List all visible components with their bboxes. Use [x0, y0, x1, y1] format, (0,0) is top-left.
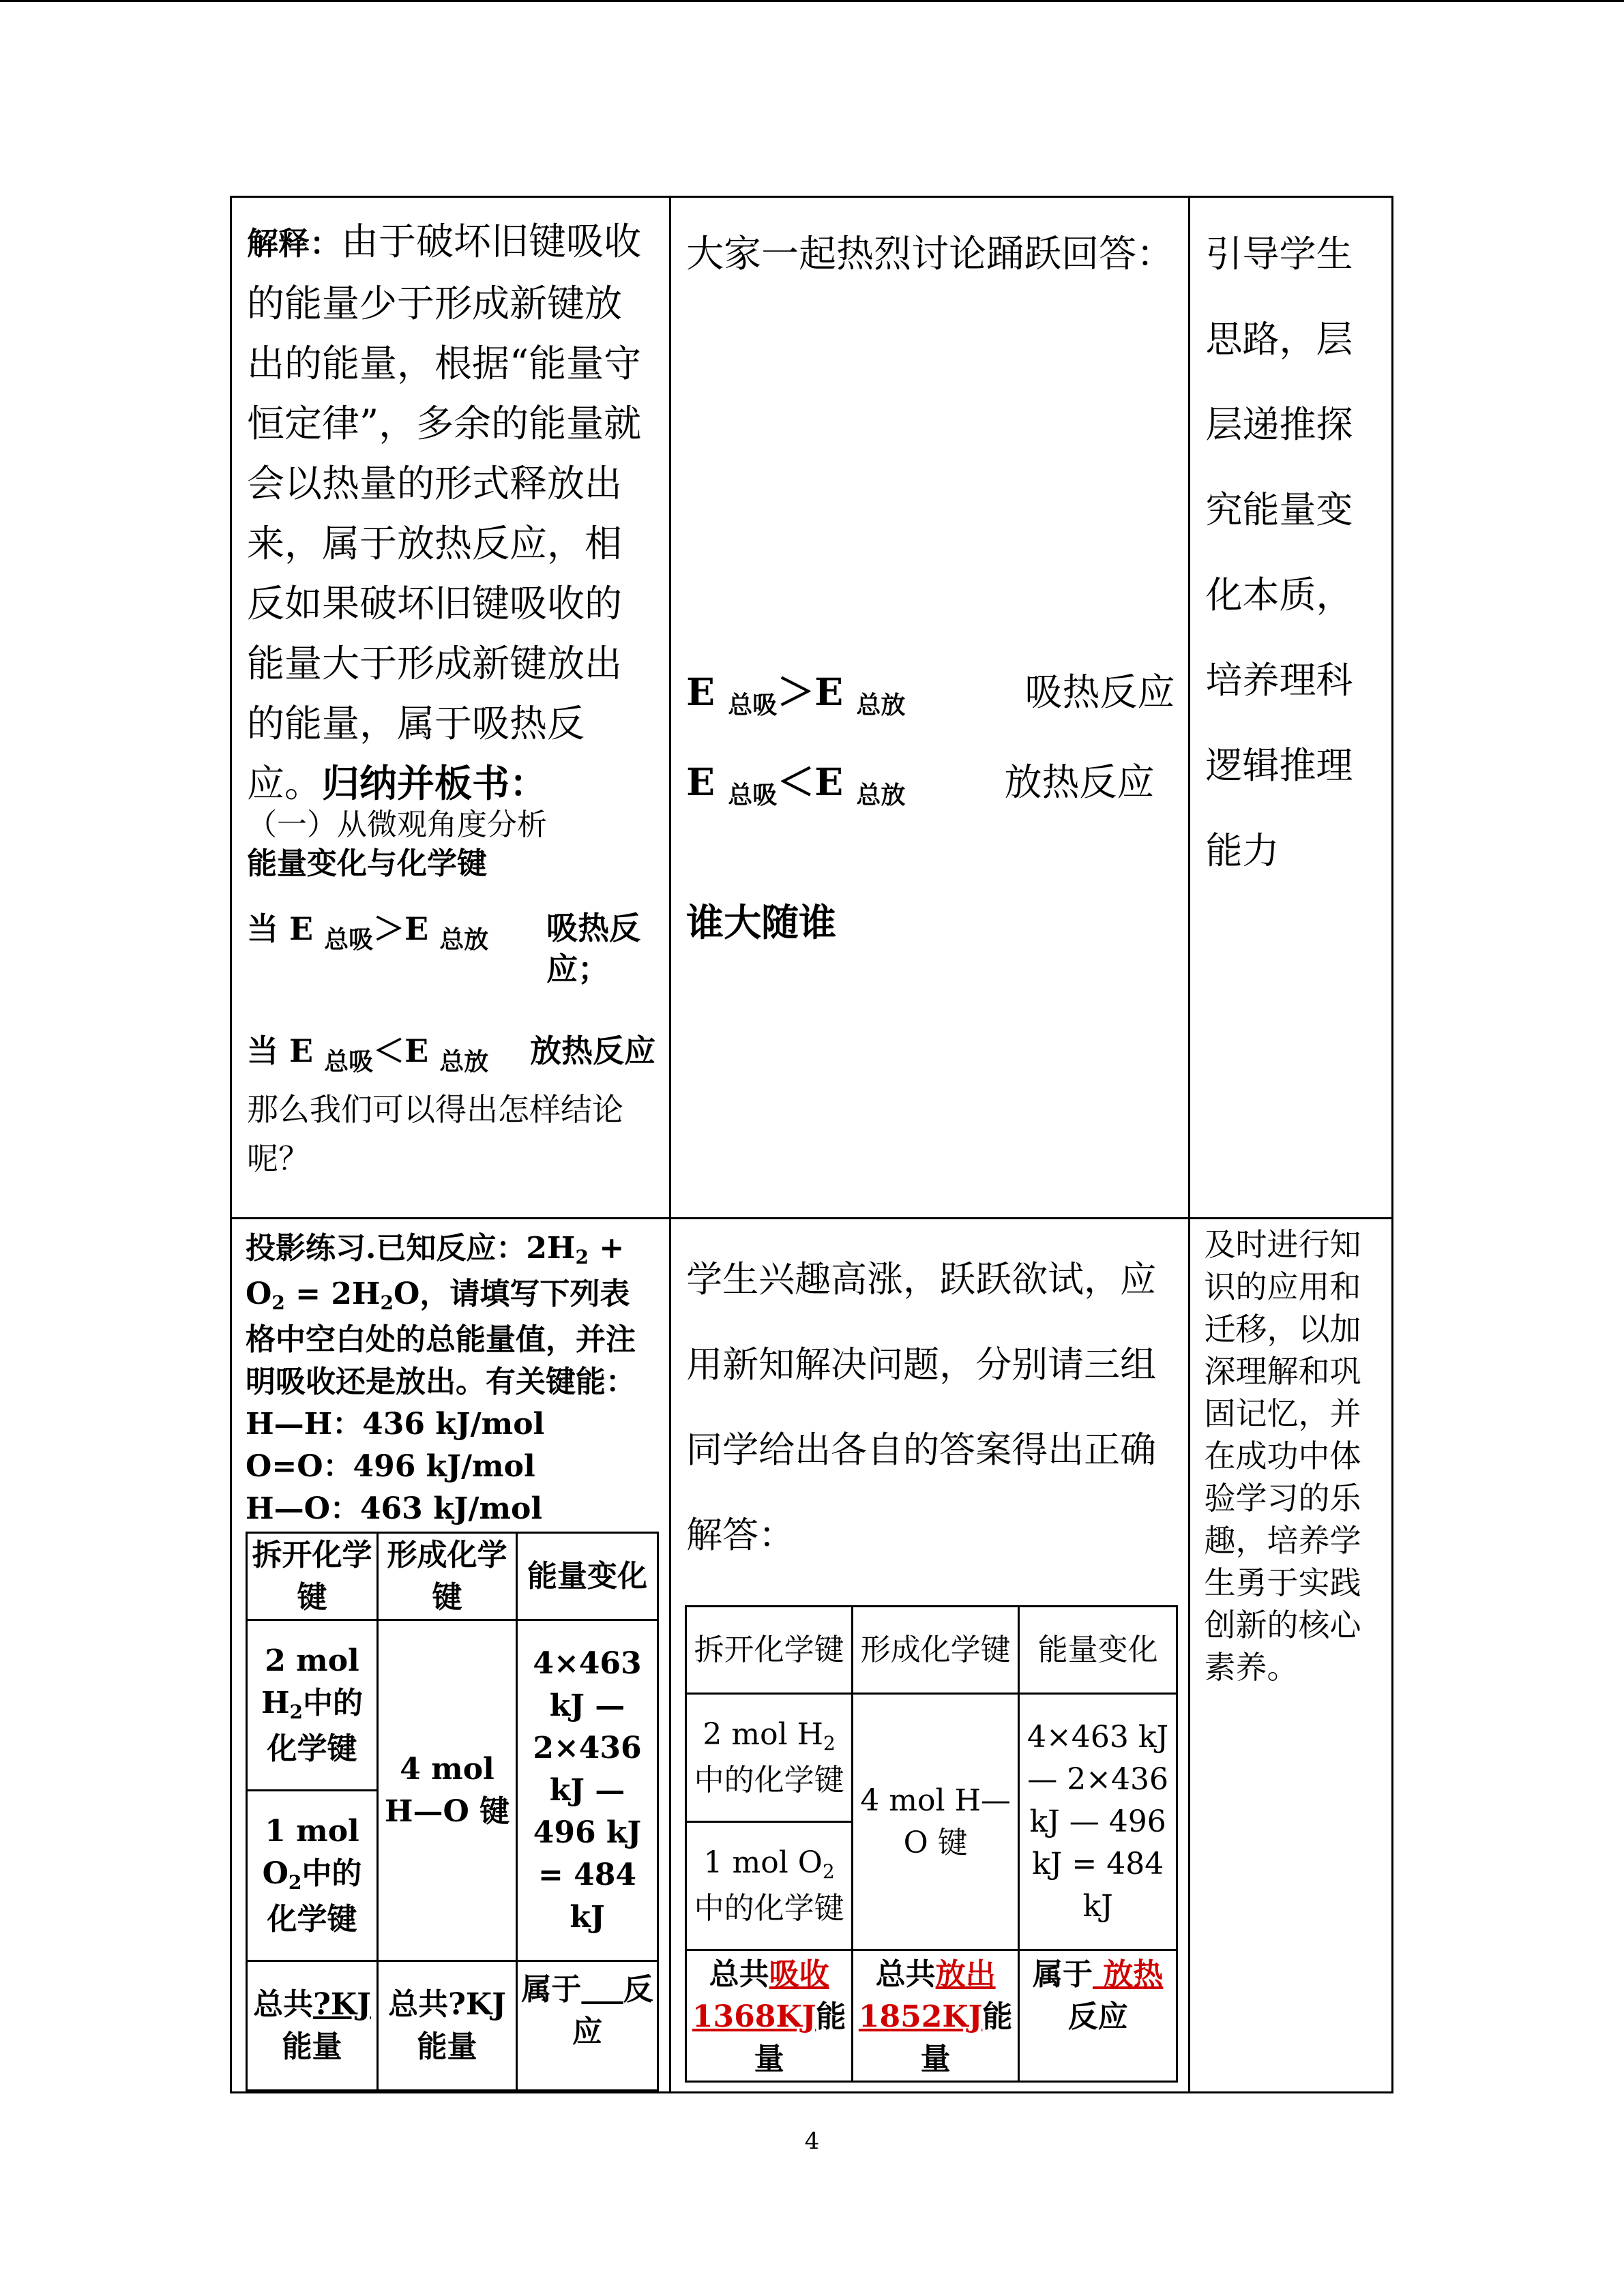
header-form-bonds: 形成化学键 [853, 1607, 1019, 1694]
section-heading: （一）从微观角度分析 [247, 807, 547, 842]
rule-release: 当 E $_{总吸}$＜E $_{总放}$ 放热反应 [247, 1024, 655, 1081]
student-response: 学生兴趣高涨，跃跃欲试，应用新知解决问题，分别请三组同学给出各自的答案得出正确解答： [686, 1259, 1157, 1556]
cell-calc: 4×463 kJ — 2×436 kJ — 496 kJ = 484 kJ [517, 1620, 658, 1961]
design-intent-text: 及时进行知识的应用和迁移，以加深理解和巩固记忆，并在成功中体验学习的乐趣，培养学生勇于实践创新的核心素养。 [1204, 1226, 1361, 1686]
answer-total-absorb: 总共吸收1368KJ能量 [686, 1950, 853, 2082]
design-intent-text: 引导学生思路，层层递推探究能量变化本质，培养理科逻辑推理能力 [1205, 233, 1353, 872]
exercise-prompt: 投影练习.已知反应：2H2 + O2 = 2H2O，请填写下列表格中空白处的总能量值，并注明吸收还是放出。有关键能： [246, 1231, 636, 1399]
cell-h2-bonds: 2 mol H2中的化学键 [686, 1694, 853, 1822]
conclusion-question: 那么我们可以得出怎样结论呢？ [247, 1091, 623, 1177]
blank-reaction-type[interactable]: 属于 反应 [517, 1961, 658, 2091]
cell-o2-bonds: 1 mol O2中的化学键 [686, 1822, 853, 1950]
cell-calc: 4×463 kJ — 2×436 kJ — 496 kJ = 484 kJ [1019, 1694, 1177, 1950]
explanation-paragraph [247, 211, 655, 814]
cell-form-ho: 4 mol H—O 键 [378, 1620, 517, 1961]
header-break-bonds: 拆开化学键 [686, 1607, 853, 1694]
header-break-bonds: 拆开化学键 [247, 1533, 378, 1620]
page-number: 4 [804, 2128, 820, 2155]
cell-form-ho: 4 mol H—O 键 [853, 1694, 1019, 1950]
student-rule-release: E $_{总吸}$＜E $_{总放}$ 放热反应 [686, 738, 1175, 831]
student-answer-cell [670, 1219, 1190, 2093]
student-rule-absorb-result: 吸热反应 [1024, 670, 1175, 714]
student-conclusion: 谁大随谁 [686, 900, 837, 944]
header-energy-change: 能量变化 [1019, 1607, 1177, 1694]
design-intent-cell [1190, 197, 1393, 1219]
rule-absorb: 当 E $_{总吸}$＞E $_{总放}$ 吸热反应； [247, 905, 655, 1037]
answer-reaction-type: 属于 放热反应 [1019, 1950, 1177, 2082]
rule-release-result: 放热反应 [530, 1032, 656, 1069]
blank-total-release[interactable]: 总共?KJ能量 [378, 1961, 517, 2091]
summary-heading: 归纳并板书： [322, 761, 548, 805]
student-activity-cell [670, 197, 1190, 1219]
exercise-table [246, 1532, 659, 2091]
exercise-cell [231, 1219, 670, 2093]
answer-total-release: 总共放出1852KJ能量 [853, 1950, 1019, 2082]
table-row [231, 197, 1393, 1219]
cell-o2-bonds: 1 mol O2中的化学键 [247, 1791, 378, 1961]
rule-absorb-result: 吸热反应； [546, 910, 641, 987]
table-row [231, 1219, 1393, 2093]
teacher-activity-cell [231, 197, 670, 1219]
student-rule-release-result: 放热反应 [1004, 760, 1155, 804]
design-intent-cell [1190, 1219, 1393, 2093]
top-border-line [0, 0, 1624, 2]
answer-table [685, 1605, 1178, 2083]
bond-energy-list: H—H：436 kJ/mol O=O：496 kJ/mol H—O：463 kJ/mol [246, 1407, 545, 1526]
student-rule-absorb: E $_{总吸}$＞E $_{总放}$ 吸热反应 [686, 651, 1175, 738]
explanation-body: 由于破坏旧键吸收的能量少于形成新键放出的能量，根据“能量守恒定律”，多余的能量就会以热量的形式释放出来，属于放热反应，相反如果破坏旧键吸收的能量大于形成新键放出的能量，属于吸热反应。 [247, 220, 642, 805]
section-subheading: 能量变化与化学键 [247, 846, 487, 881]
explanation-label: 解释： [247, 225, 341, 262]
header-form-bonds: 形成化学键 [378, 1533, 517, 1620]
cell-h2-bonds: 2 mol H2中的化学键 [247, 1620, 378, 1791]
student-response: 大家一起热烈讨论踊跃回答： [686, 232, 1175, 275]
lesson-table [230, 196, 1393, 2093]
blank-total-absorb[interactable]: 总共?KJ能量 [247, 1961, 378, 2091]
header-energy-change: 能量变化 [517, 1533, 658, 1620]
